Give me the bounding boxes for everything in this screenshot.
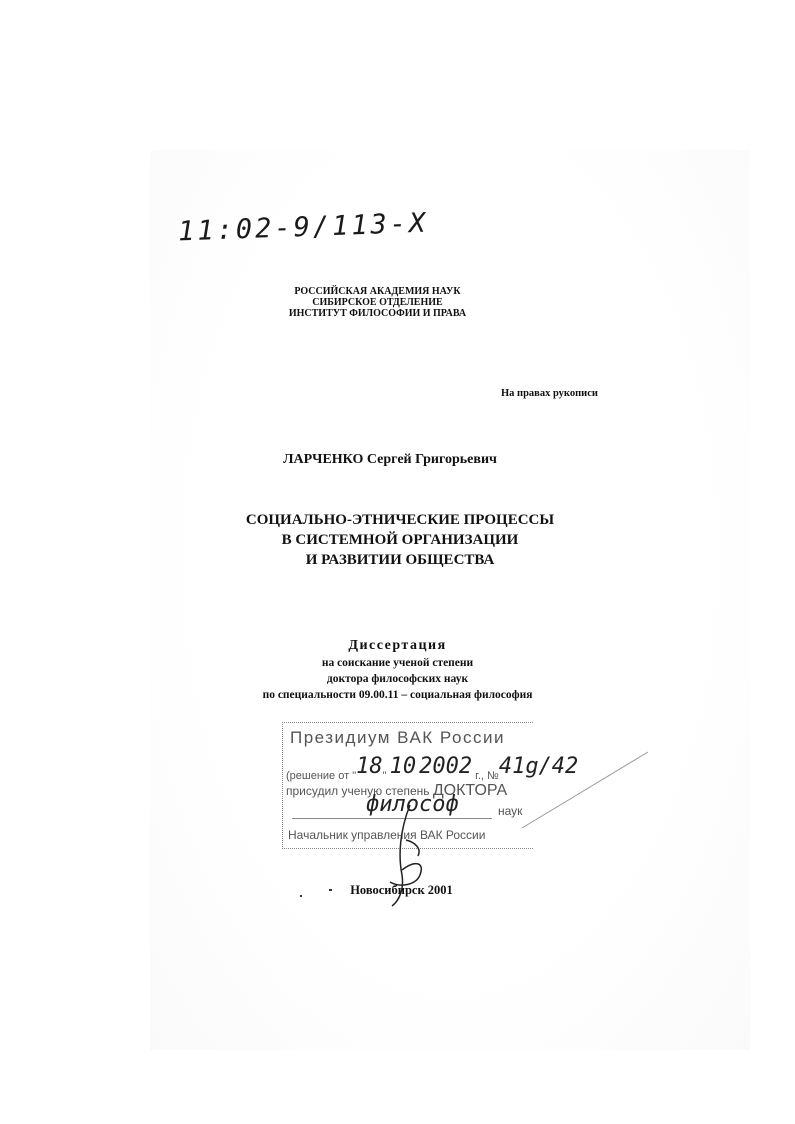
- header-institute: ИНСТИТУТ ФИЛОСОФИИ И ПРАВА: [288, 308, 467, 319]
- stamp-degree: ДОКТОРА: [432, 782, 508, 799]
- stamp-day: 18: [356, 754, 383, 779]
- city-year-text: Новосибирск 2001: [350, 883, 453, 897]
- stamp-awarded-label: присудил ученую степень: [286, 784, 433, 798]
- city-year: [0, 883, 795, 898]
- degree-name: доктора философских наук: [326, 673, 469, 685]
- dissertation-word: Диссертация: [348, 638, 447, 653]
- header-academy: РОССИЙСКАЯ АКАДЕМИЯ НАУК: [294, 286, 461, 297]
- stamp-chief-line: Начальник управления ВАК России: [288, 828, 486, 842]
- header-branch: СИБИРСКОЕ ОТДЕЛЕНИЕ: [312, 297, 443, 308]
- thesis-title: [0, 510, 795, 570]
- author-name-text: ЛАРЧЕНКО Сергей Григорьевич: [283, 452, 497, 467]
- stamp-title: Президиум ВАК России: [290, 728, 505, 747]
- stamp-number: 41g/42: [498, 754, 579, 779]
- page-background: [150, 150, 750, 1050]
- title-line-3: И РАЗВИТИИ ОБЩЕСТВА: [305, 552, 495, 568]
- author-name: [0, 452, 795, 468]
- degree-purpose: на соискание ученой степени: [321, 657, 474, 669]
- stamp-month: 10: [389, 754, 417, 779]
- specialty: по специальности 09.00.11 – социальная философия: [262, 689, 533, 701]
- dissertation-info: [0, 638, 795, 703]
- stamp-decision-prefix: (решение от ": [286, 770, 357, 782]
- stamp-field-handwritten: философ: [366, 792, 459, 817]
- stamp-number-label: г., №: [472, 770, 499, 782]
- organization-header: [0, 286, 795, 319]
- pen-stroke: [520, 750, 650, 830]
- handwritten-archive-code: 11:02-9/113-X: [177, 207, 429, 248]
- stamp-field-suffix: наук: [498, 804, 523, 818]
- title-line-1: СОЦИАЛЬНО-ЭТНИЧЕСКИЕ ПРОЦЕССЫ: [245, 512, 555, 528]
- stamp-year: 2002: [419, 754, 473, 779]
- stamp-mid-quote: ": [382, 770, 390, 782]
- manuscript-rights-note: На правах рукописи: [501, 388, 598, 399]
- title-line-2: В СИСТЕМНОЙ ОРГАНИЗАЦИИ: [281, 532, 519, 548]
